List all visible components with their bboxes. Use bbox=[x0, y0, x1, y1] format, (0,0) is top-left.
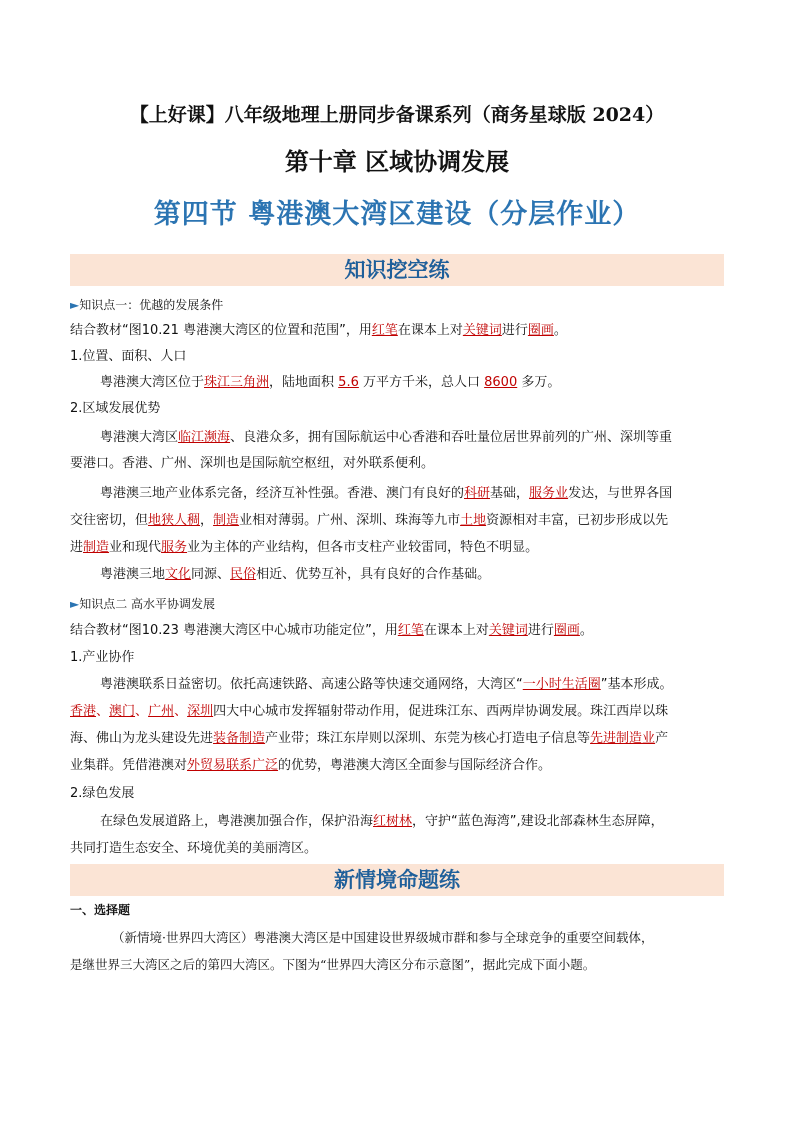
kp2-title: 知识点二 高水平协调发展 bbox=[79, 597, 216, 611]
text: 产业带；珠江东岸则以深圳、东莞为核心打造电子信息等 bbox=[265, 731, 591, 746]
fill-blank-answer: 珠江三角洲 bbox=[204, 375, 270, 390]
subheading-advantages: 2.区域发展优势 bbox=[70, 401, 161, 416]
text: 多万。 bbox=[517, 375, 561, 390]
paragraph-line bbox=[70, 730, 730, 748]
text: 业相对薄弱。广州、深圳、珠海等九市 bbox=[239, 513, 461, 528]
text: 基础， bbox=[490, 486, 530, 501]
text: 、 bbox=[174, 704, 188, 719]
section-band-new-context: 新情境命题练 bbox=[70, 864, 724, 896]
text: 资源相对丰富，已初步形成以先 bbox=[486, 513, 669, 528]
keyword: 关键词 bbox=[462, 323, 502, 338]
fill-blank-answer: 5.6 bbox=[338, 375, 359, 390]
triangle-icon: ► bbox=[70, 298, 80, 312]
subheading-green: 2.绿色发展 bbox=[70, 786, 135, 801]
text: 、 bbox=[96, 704, 110, 719]
subheading-industry: 1.产业协作 bbox=[70, 650, 135, 665]
text: 进行 bbox=[527, 623, 554, 638]
text: 发达，与世界各国 bbox=[568, 486, 673, 501]
section-band-knowledge: 知识挖空练 bbox=[70, 254, 724, 286]
text: 。 bbox=[579, 623, 593, 638]
paragraph-line bbox=[100, 566, 730, 584]
question-stem-line: （新情境·世界四大湾区）粤港澳大湾区是中国建设世界级城市群和参与全球竞争的重要空间载体， bbox=[112, 930, 654, 945]
fill-blank-answer: 先进制造业 bbox=[590, 731, 656, 746]
text: 粤港澳大湾区位于 bbox=[100, 375, 205, 390]
keyword: 圈画 bbox=[553, 623, 580, 638]
paragraph-line bbox=[70, 757, 730, 775]
text: 相近、优势互补，具有良好的合作基础。 bbox=[256, 567, 491, 582]
text: 、良港众多，拥有国际航运中心香港和吞吐量位居世界前列的广州、深圳等重 bbox=[230, 430, 673, 445]
paragraph-location bbox=[100, 374, 730, 392]
subheading-location: 1.位置、面积、人口 bbox=[70, 349, 187, 364]
text: ，陆地面积 bbox=[269, 375, 339, 390]
fill-blank-answer: 文化 bbox=[165, 567, 192, 582]
keyword: 红笔 bbox=[371, 323, 398, 338]
paragraph-line bbox=[100, 485, 730, 503]
section-title: 第四节 粤港澳大湾区建设（分层作业） bbox=[153, 199, 641, 230]
fill-blank-answer: 民俗 bbox=[230, 567, 257, 582]
text: 粤港澳联系日益密切。依托高速铁路、高速公路等快速交通网络，大湾区“ bbox=[100, 677, 523, 692]
series-title: 【上好课】八年级地理上册同步备课系列（商务星球版 2024） bbox=[129, 104, 665, 126]
instruction-line-2 bbox=[70, 622, 730, 640]
paragraph-line bbox=[70, 512, 730, 530]
text: 海、佛山为龙头建设先进 bbox=[70, 731, 214, 746]
fill-blank-answer: 制造 bbox=[213, 513, 240, 528]
text: 同源、 bbox=[191, 567, 231, 582]
paragraph-line bbox=[70, 703, 730, 721]
paragraph-line bbox=[100, 676, 730, 694]
text: 粤港澳三地 bbox=[100, 567, 166, 582]
paragraph-line: 要港口。香港、广州、深圳也是国际航空枢纽，对外联系便利。 bbox=[70, 456, 435, 471]
paragraph-line bbox=[70, 539, 730, 557]
text: 在课本上对 bbox=[423, 623, 489, 638]
text: 结合教材“图10.23 粤港澳大湾区中心城市功能定位”，用 bbox=[70, 623, 398, 638]
instruction-line-1 bbox=[70, 322, 730, 340]
chapter-title: 第十章 区域协调发展 bbox=[284, 148, 510, 176]
text: 结合教材“图10.21 粤港澳大湾区的位置和范围”，用 bbox=[70, 323, 372, 338]
text: 在绿色发展道路上，粤港澳加强合作，保护沿海 bbox=[100, 814, 374, 829]
keyword: 圈画 bbox=[527, 323, 554, 338]
fill-blank-answer: 8600 bbox=[484, 375, 518, 390]
text: 粤港澳大湾区 bbox=[100, 430, 179, 445]
text: 在课本上对 bbox=[397, 323, 463, 338]
paragraph-line bbox=[100, 813, 730, 831]
text: ，守护“蓝色海湾”,建设北部森林生态屏障， bbox=[412, 814, 664, 829]
text: 进行 bbox=[501, 323, 528, 338]
knowledge-point-1 bbox=[70, 296, 730, 314]
text: 、 bbox=[135, 704, 149, 719]
text: 万平方千米，总人口 bbox=[358, 375, 485, 390]
knowledge-point-2 bbox=[70, 595, 730, 613]
text: 四大中心城市发挥辐射带动作用，促进珠江东、西两岸协调发展。珠江西岸以珠 bbox=[213, 704, 669, 719]
fill-blank-answer: 服务 bbox=[161, 540, 188, 555]
question-heading: 一、选择题 bbox=[70, 903, 131, 917]
fill-blank-answer: 澳门 bbox=[109, 704, 136, 719]
fill-blank-answer: 一小时生活圈 bbox=[522, 677, 601, 692]
question-stem-line: 是继世界三大湾区之后的第四大湾区。下图为“世界四大湾区分布示意图”，据此完成下面小题。 bbox=[70, 957, 596, 972]
text: 业为主体的产业结构，但各市支柱产业较雷同，特色不明显。 bbox=[187, 540, 539, 555]
fill-blank-answer: 服务业 bbox=[529, 486, 569, 501]
text: 交往密切，但 bbox=[70, 513, 149, 528]
text: 产 bbox=[655, 731, 669, 746]
text: 的优势，粤港澳大湾区全面参与国际经济合作。 bbox=[278, 758, 552, 773]
keyword: 关键词 bbox=[488, 623, 528, 638]
fill-blank-answer: 红树林 bbox=[373, 814, 413, 829]
keyword: 红笔 bbox=[397, 623, 424, 638]
fill-blank-answer: 装备制造 bbox=[213, 731, 266, 746]
paragraph-line bbox=[100, 429, 730, 447]
fill-blank-answer: 广州 bbox=[148, 704, 175, 719]
fill-blank-answer: 土地 bbox=[460, 513, 487, 528]
triangle-icon: ► bbox=[70, 597, 80, 611]
fill-blank-answer: 深圳 bbox=[187, 704, 214, 719]
fill-blank-answer: 制造 bbox=[83, 540, 110, 555]
text: ， bbox=[200, 513, 214, 528]
text: 。 bbox=[553, 323, 567, 338]
text: 业和现代 bbox=[109, 540, 162, 555]
text: 进 bbox=[70, 540, 84, 555]
kp1-title: 知识点一：优越的发展条件 bbox=[79, 298, 224, 312]
fill-blank-answer: 科研 bbox=[464, 486, 491, 501]
fill-blank-answer: 外贸易联系广泛 bbox=[187, 758, 279, 773]
text: 业集群。凭借港澳对 bbox=[70, 758, 188, 773]
text: ”基本形成。 bbox=[600, 677, 673, 692]
fill-blank-answer: 临江濒海 bbox=[178, 430, 231, 445]
text: 粤港澳三地产业体系完备，经济互补性强。香港、澳门有良好的 bbox=[100, 486, 465, 501]
fill-blank-answer: 地狭人稠 bbox=[148, 513, 201, 528]
fill-blank-answer: 香港 bbox=[70, 704, 97, 719]
paragraph-line: 共同打造生态安全、环境优美的美丽湾区。 bbox=[70, 841, 318, 856]
